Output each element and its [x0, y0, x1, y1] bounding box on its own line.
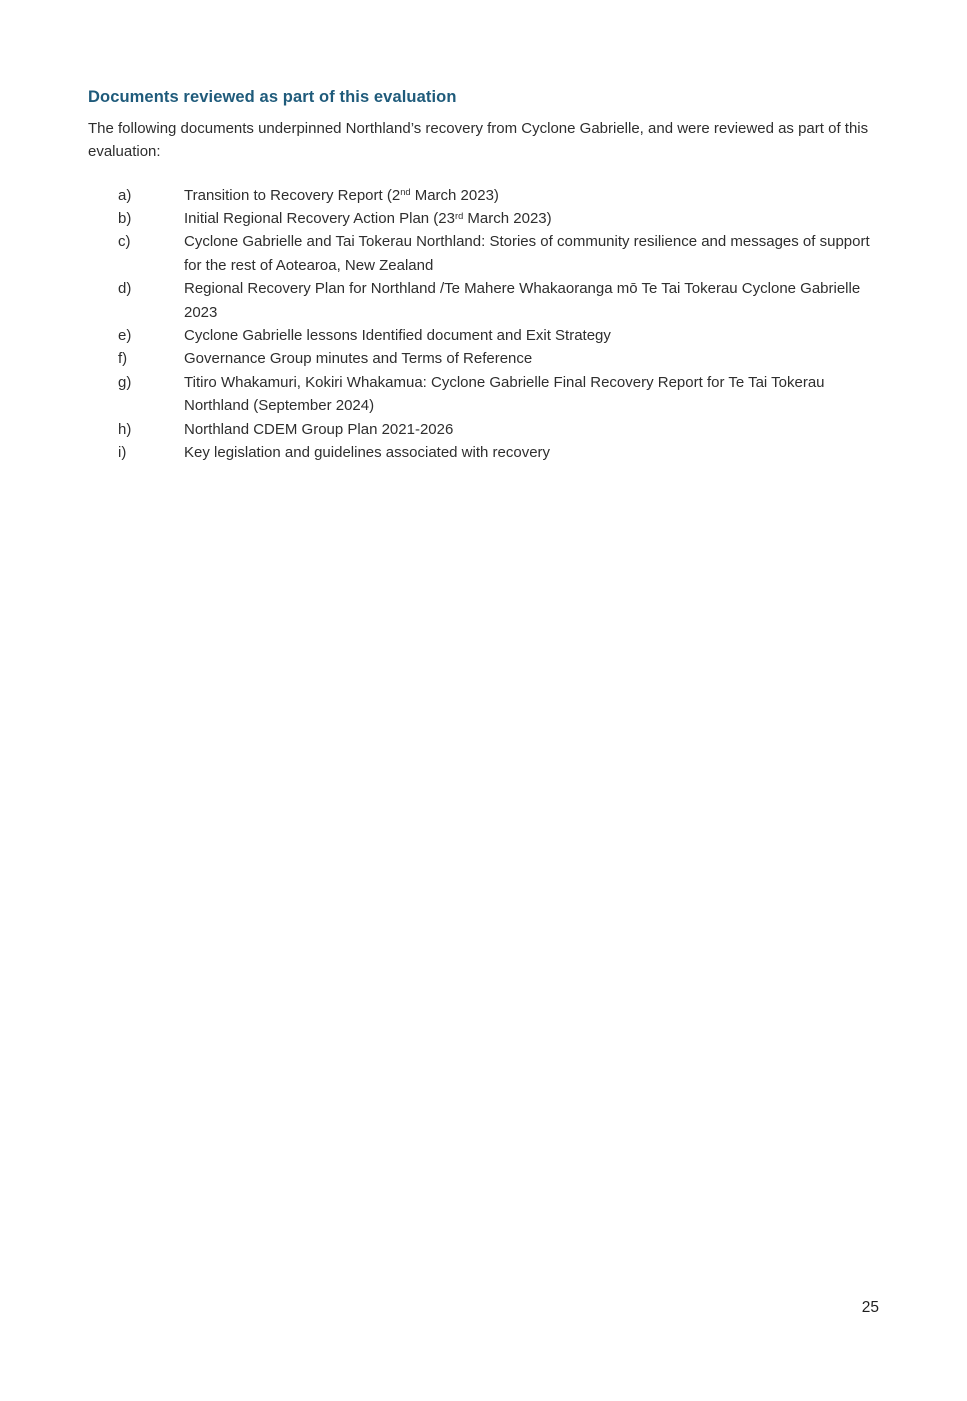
list-item-text: Regional Recovery Plan for Northland /Te Mahere Whakaoranga mō Te Tai Tokerau Cyclone Gabrielle 2023 — [184, 280, 861, 321]
list-item — [118, 418, 875, 441]
list-item — [118, 441, 875, 464]
list-item-letter: f) — [118, 350, 128, 368]
list-item-letter: e) — [118, 326, 132, 344]
list-item-text: Transition to Recovery Report (2nd March 2023) — [184, 186, 499, 204]
list-item-text: Northland CDEM Group Plan 2021-2026 — [184, 420, 454, 438]
list-item-letter: h) — [118, 420, 132, 438]
list-item-letter: g) — [118, 373, 132, 391]
list-item-text: Cyclone Gabrielle and Tai Tokerau Northland: Stories of community resilience and messages of support for the rest of Aotearoa, New Zealand — [184, 233, 870, 274]
list-item-text: Key legislation and guidelines associated with recovery — [184, 443, 551, 461]
page-number: 25 — [861, 1299, 879, 1316]
list-item — [118, 230, 875, 277]
list-item-letter: a) — [118, 186, 132, 204]
list-item — [118, 277, 875, 324]
list-item — [118, 184, 875, 207]
list-item-text: Cyclone Gabrielle lessons Identified document and Exit Strategy — [184, 326, 611, 344]
list-item-letter: c) — [118, 233, 131, 251]
list-item — [118, 207, 875, 230]
section-heading: Documents reviewed as part of this evaluation — [88, 88, 457, 106]
page-content — [88, 88, 875, 464]
document-list — [118, 184, 875, 465]
list-item-text: Titiro Whakamuri, Kokiri Whakamua: Cyclone Gabrielle Final Recovery Report for Te Tai Tokerau Northland (September 2024) — [184, 373, 825, 415]
list-item-text: Initial Regional Recovery Action Plan (23rd March 2023) — [184, 209, 552, 227]
list-item-text: Governance Group minutes and Terms of Reference — [184, 350, 533, 368]
list-item-letter: i) — [118, 443, 127, 461]
list-item — [118, 324, 875, 347]
list-item — [118, 347, 875, 370]
list-item-letter: d) — [118, 280, 132, 298]
intro-paragraph: The following documents underpinned Northland’s recovery from Cyclone Gabrielle, and were reviewed as part of this evaluation: — [88, 120, 869, 160]
list-item-letter: b) — [118, 209, 132, 227]
list-item — [118, 371, 875, 418]
